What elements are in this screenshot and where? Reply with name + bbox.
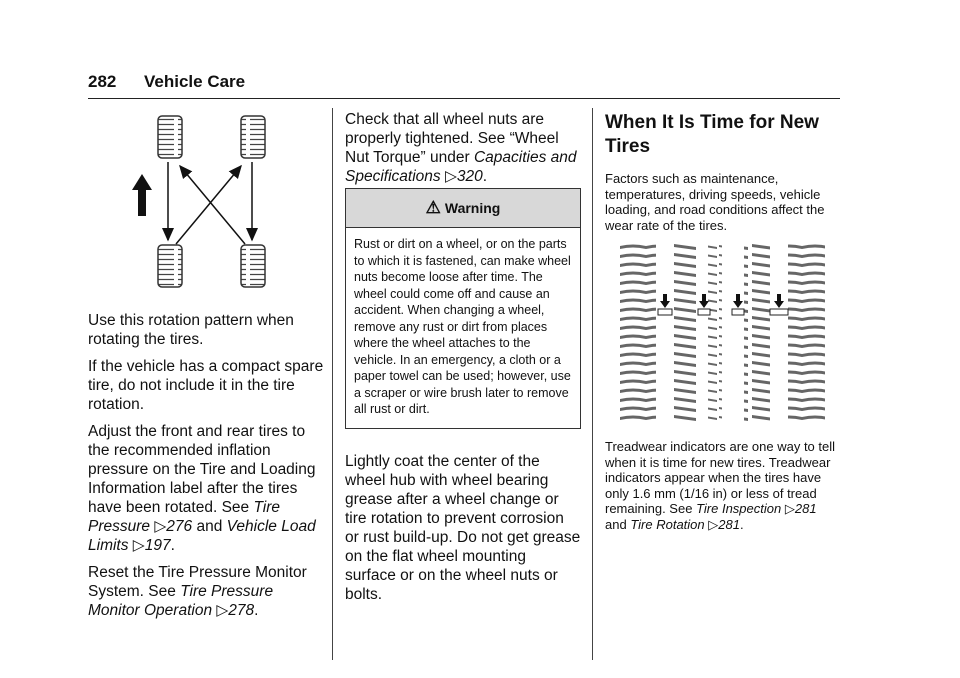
cross-reference: Tire Pressure [88, 499, 281, 535]
column-1 [88, 311, 324, 628]
down-arrow-icon [660, 294, 670, 308]
column-divider-right [592, 108, 593, 660]
paragraph: Use this rotation pattern when rotating the tires. [88, 312, 294, 348]
section-heading: When It Is Time for New Tires [605, 112, 819, 157]
section-title: Vehicle Care [144, 72, 246, 91]
tire-icon [241, 116, 265, 158]
tread-rib [620, 242, 656, 424]
page-reference-icon: ▷ [154, 518, 167, 535]
tire-icon [158, 245, 182, 287]
tread-rib [744, 242, 770, 424]
cross-reference: Tire Rotation [630, 516, 705, 532]
page-reference-icon: ▷ [444, 168, 457, 185]
cross-reference: Capacities and Specifications [345, 149, 577, 185]
tread-rib [672, 242, 698, 424]
tire-rotation-diagram [128, 112, 278, 292]
warning-title: Warning [444, 200, 501, 216]
cross-reference: Vehicle Load Limits [88, 518, 316, 554]
page-number: 282 [88, 72, 117, 91]
treadwear-bar [698, 309, 710, 315]
warning-header [346, 189, 580, 228]
paragraph: Adjust the front and rear tires to the recommended inflation pressure on the Tire and Loading Information label after the tires have been rotated. See Tire Pressure ▷276 and Vehicle Load Limits ▷197. [88, 423, 316, 554]
page-reference-icon: ▷ [132, 537, 145, 554]
warning-box [345, 188, 581, 429]
rotation-arrow [176, 166, 241, 244]
column-2-top [345, 110, 581, 194]
column-2-bottom [345, 452, 581, 612]
down-arrow-icon [699, 294, 709, 308]
treadwear-bar [770, 309, 788, 315]
page-reference-icon: ▷ [784, 501, 795, 516]
page-header [88, 72, 245, 92]
paragraph: If the vehicle has a compact spare tire, do not include it in the tire rotation. [88, 358, 324, 413]
tread-rib [788, 242, 825, 424]
treadwear-bar [732, 309, 744, 315]
down-arrow-icon [733, 294, 743, 308]
page-reference-icon: ▷ [216, 602, 229, 619]
treadwear-bar [658, 309, 672, 315]
rotation-arrow [180, 166, 245, 244]
warning-icon: ⚠ [425, 198, 441, 217]
tread-rib [708, 242, 722, 424]
tire-icon [158, 116, 182, 158]
paragraph: Factors such as maintenance, temperatures, driving speeds, vehicle loading, and road conditions affect the wear rate of the tires. [605, 171, 825, 233]
paragraph: Reset the Tire Pressure Monitor System. See Tire Pressure Monitor Operation ▷278. [88, 564, 307, 619]
column-3-top [605, 111, 841, 241]
page-reference-icon: ▷ [708, 516, 719, 532]
treadwear-indicator-diagram [620, 242, 825, 424]
paragraph: Check that all wheel nuts are properly tightened. See “Wheel Nut Torque” under Capacities and Specifications ▷320. [345, 111, 577, 185]
warning-text: Rust or dirt on a wheel, or on the parts to which it is fastened, can make wheel nuts become loose after time. The wheel could come off and cause an accident. When changing a wheel, remove any rust or dirt from places where the wheel attaches to the vehicle. In an emergency, a cloth or a paper towel can be used; however, use a scraper or wire brush later to remove all rust or dirt. [354, 237, 571, 416]
paragraph: Treadwear indicators are one way to tell when it is time for new tires. Treadwear indicators appear when the tires have only 1.6 mm (1/16 in) or less of tread remaining. See Tire Inspection ▷281 and Tire Rotation ▷281. [605, 439, 836, 532]
down-arrow-icon [774, 294, 784, 308]
cross-reference: Tire Pressure Monitor Operation [88, 583, 274, 619]
cross-reference: Tire Inspection [696, 501, 782, 516]
paragraph: Lightly coat the center of the wheel hub with wheel bearing grease after a wheel change or tire rotation to prevent corrosion or rust build-up. Do not get grease on the flat wheel mounting surface or on the wheel nuts or bolts. [345, 453, 581, 603]
forward-direction-icon [132, 174, 152, 216]
header-rule [88, 98, 840, 99]
column-divider-left [332, 108, 333, 660]
tire-icon [241, 245, 265, 287]
column-3-bottom [605, 439, 841, 540]
